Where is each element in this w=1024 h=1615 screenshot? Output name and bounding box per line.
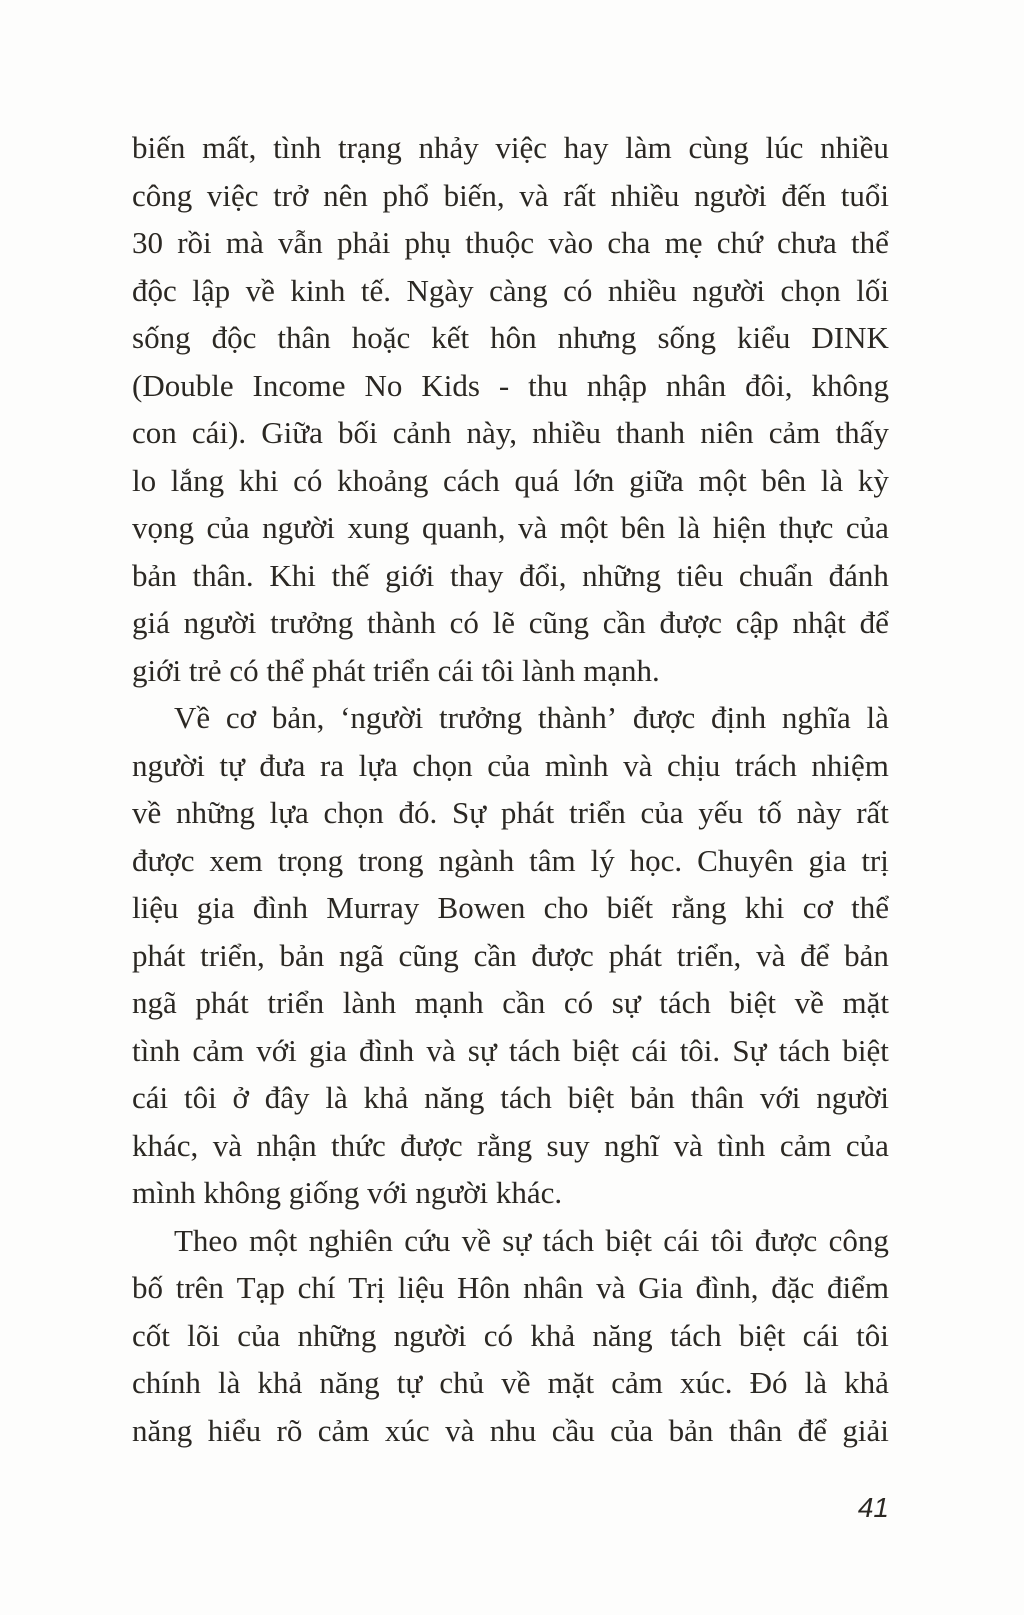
text-line: mình không giống với người khác. [132, 1175, 563, 1210]
text-line: lo lắng khi có khoảng cách quá lớn giữa một bên là kỳ [132, 462, 889, 498]
text-line: người tự đưa ra lựa chọn của mình và chịu trách nhiệm [132, 747, 889, 783]
text-line: Theo một nghiên cứu về sự tách biệt cái tôi được công [174, 1222, 889, 1258]
page-number: 41 [857, 1492, 889, 1523]
text-line: sống độc thân hoặc kết hôn nhưng sống kiểu DINK [132, 320, 889, 355]
text-line: tình cảm với gia đình và sự tách biệt cái tôi. Sự tách biệt [132, 1032, 889, 1068]
text-line: (Double Income No Kids - thu nhập nhân đôi, không [132, 367, 889, 403]
text-line: con cái). Giữa bối cảnh này, nhiều thanh niên cảm thấy [132, 415, 889, 450]
text-line: liệu gia đình Murray Bowen cho biết rằng khi cơ thể [132, 890, 889, 925]
text-line: giới trẻ có thể phát triển cái tôi lành mạnh. [132, 652, 660, 688]
text-line: chính là khả năng tự chủ về mặt cảm xúc. Đó là khả [132, 1365, 889, 1400]
text-line: năng hiểu rõ cảm xúc và nhu cầu của bản thân để giải [132, 1412, 889, 1448]
text-line: bản thân. Khi thế giới thay đổi, những tiêu chuẩn đánh [132, 557, 889, 593]
text-line: công việc trở nên phổ biến, và rất nhiều người đến tuổi [132, 177, 889, 213]
text-line: về những lựa chọn đó. Sự phát triển của yếu tố này rất [132, 795, 889, 830]
text-line: khác, và nhận thức được rằng suy nghĩ và tình cảm của [132, 1127, 889, 1163]
text-line: vọng của người xung quanh, và một bên là hiện thực của [132, 510, 889, 545]
paragraph [132, 124, 889, 694]
text-line: phát triển, bản ngã cũng cần được phát triển, và để bản [132, 937, 889, 973]
text-line: cốt lõi của những người có khả năng tách biệt cái tôi [132, 1317, 889, 1353]
text-line: ngã phát triển lành mạnh cần có sự tách biệt về mặt [132, 985, 889, 1020]
text-line: bố trên Tạp chí Trị liệu Hôn nhân và Gia đình, đặc điểm [132, 1270, 889, 1305]
paragraph [132, 1217, 889, 1455]
text-line: biến mất, tình trạng nhảy việc hay làm cùng lúc nhiều [132, 130, 889, 165]
paragraph [132, 694, 889, 1217]
text-line: cái tôi ở đây là khả năng tách biệt bản thân với người [132, 1080, 889, 1115]
text-line: được xem trọng trong ngành tâm lý học. Chuyên gia trị [132, 842, 889, 878]
text-block [132, 124, 889, 1454]
text-line: độc lập về kinh tế. Ngày càng có nhiều người chọn lối [132, 272, 889, 308]
text-line: giá người trưởng thành có lẽ cũng cần được cập nhật để [132, 605, 889, 640]
text-line: Về cơ bản, ‘người trưởng thành’ được định nghĩa là [174, 700, 889, 735]
text-line: 30 rồi mà vẫn phải phụ thuộc vào cha mẹ chứ chưa thể [132, 225, 889, 260]
